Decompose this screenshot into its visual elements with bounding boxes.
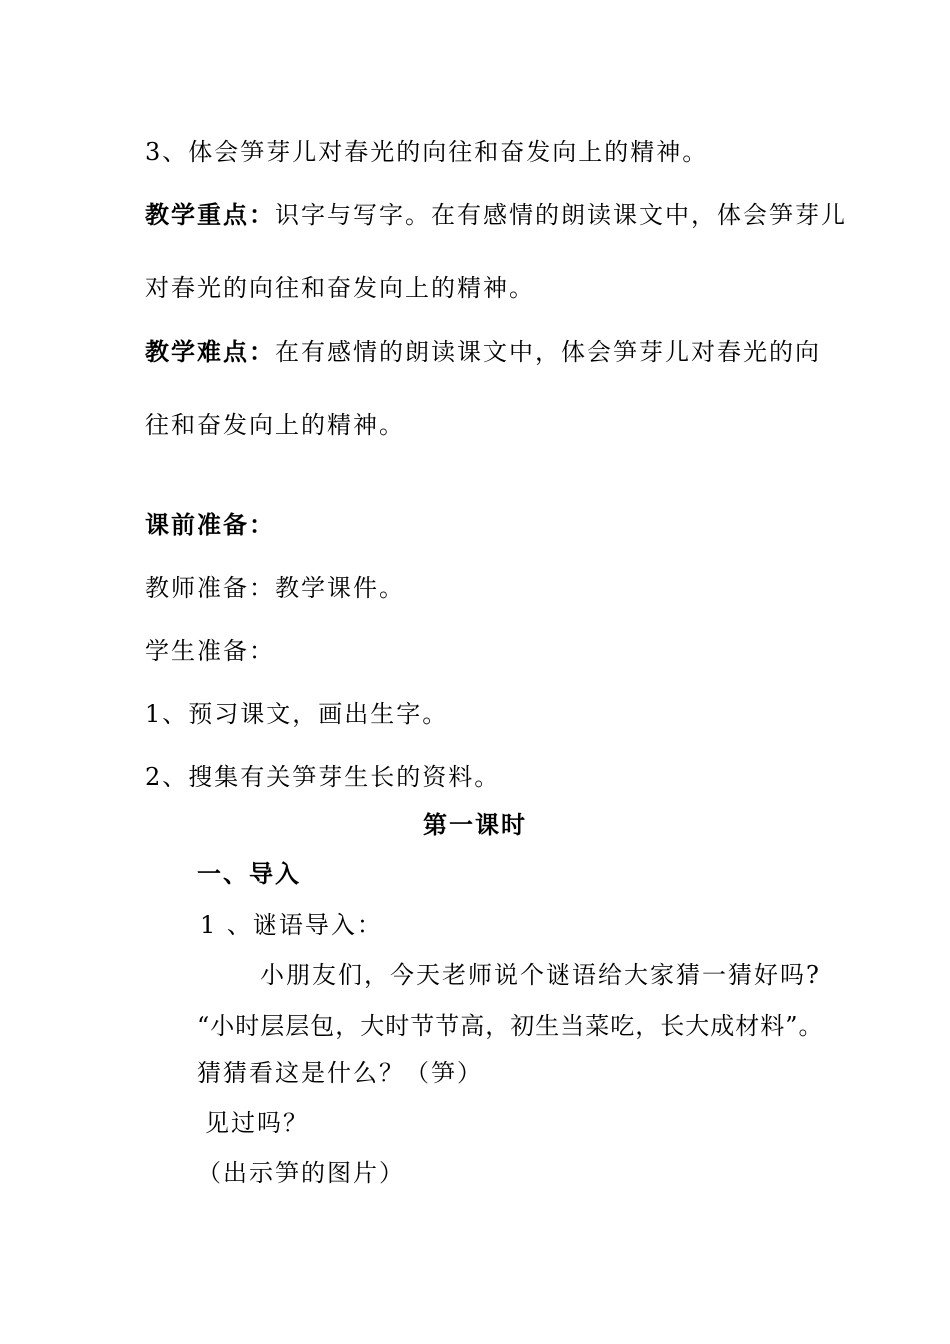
step-1: 1 、谜语导入： — [200, 911, 383, 939]
riddle-text: “小时层层包，大时节节高，初生当菜吃，长大成材料”。 — [197, 1012, 824, 1040]
key-points-label: 教学重点： — [145, 200, 275, 229]
seen-question: 见过吗？ — [205, 1109, 309, 1137]
objective-item-3: 3、体会笋芽儿对春光的向往和奋发向上的精神。 — [145, 138, 709, 166]
guess-question: 猜猜看这是什么？（笋） — [197, 1059, 483, 1087]
difficulties-label: 教学难点： — [145, 337, 275, 366]
show-picture-note: （出示笋的图片） — [197, 1159, 405, 1187]
key-points-text: 识字与写字。在有感情的朗读课文中，体会笋芽儿 — [275, 201, 847, 229]
intro-paragraph: 小朋友们，今天老师说个谜语给大家猜一猜好吗? — [260, 961, 821, 989]
lesson-title: 第一课时 — [423, 810, 527, 839]
key-points-line-1 — [145, 200, 847, 230]
difficulties-text: 在有感情的朗读课文中，体会笋芽儿对春光的向 — [275, 338, 821, 366]
preparation-item-1: 1、预习课文，画出生字。 — [145, 700, 449, 728]
section-1-heading: 一、导入 — [197, 859, 301, 888]
student-preparation: 学生准备： — [145, 637, 275, 665]
preparation-item-2: 2、搜集有关笋芽生长的资料。 — [145, 763, 501, 791]
preparation-heading: 课前准备： — [145, 510, 275, 539]
difficulties-line-2: 往和奋发向上的精神。 — [145, 411, 405, 439]
key-points-line-2: 对春光的向往和奋发向上的精神。 — [145, 274, 535, 302]
teacher-preparation: 教师准备：教学课件。 — [145, 574, 405, 602]
difficulties-line-1 — [145, 337, 821, 367]
